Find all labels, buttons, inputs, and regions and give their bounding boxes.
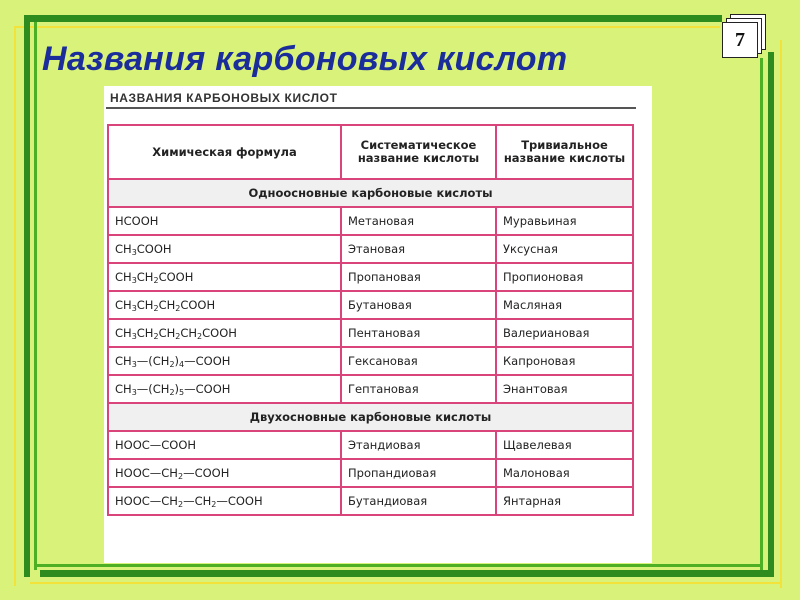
trivial-name-cell: Малоновая <box>496 459 633 487</box>
formula-cell: $CH_3CH_2COOH$ <box>108 263 341 291</box>
section-row <box>108 403 633 431</box>
section-row <box>108 179 633 207</box>
slide-title: Названия карбоновых кислот <box>42 40 568 78</box>
section-label: Одноосновные карбоновые кислоты <box>108 179 633 207</box>
page-number: 7 <box>722 22 758 58</box>
frame-right-bar <box>768 52 774 577</box>
trivial-name-cell: Масляная <box>496 291 633 319</box>
formula-cell: HCOOH <box>108 207 341 235</box>
formula-cell: $HOOC—CH_2—COOH$ <box>108 459 341 487</box>
table-row <box>108 459 633 487</box>
systematic-name-cell: Пропандиовая <box>341 459 496 487</box>
formula-cell: $CH_3CH_2CH_2COOH$ <box>108 291 341 319</box>
table-body <box>108 179 633 515</box>
formula-cell: $HOOC—CH_2—CH_2—COOH$ <box>108 487 341 515</box>
trivial-name-cell: Пропионовая <box>496 263 633 291</box>
column-header-formula: Химическая формула <box>108 125 341 179</box>
table-row <box>108 375 633 403</box>
trivial-name-cell: Муравьиная <box>496 207 633 235</box>
systematic-name-cell: Бутандиовая <box>341 487 496 515</box>
table-row <box>108 291 633 319</box>
systematic-name-cell: Метановая <box>341 207 496 235</box>
trivial-name-cell: Щавелевая <box>496 431 633 459</box>
trivial-name-cell: Валериановая <box>496 319 633 347</box>
column-header-trivial: Тривиальное название кислоты <box>496 125 633 179</box>
page-number-badge <box>722 14 768 60</box>
frame-right-bar-inner <box>760 58 763 570</box>
trivial-name-cell: Янтарная <box>496 487 633 515</box>
table-row <box>108 207 633 235</box>
formula-cell: $CH_3COOH$ <box>108 235 341 263</box>
frame-left-bar <box>24 15 30 577</box>
frame-bottom-bar <box>40 570 774 577</box>
systematic-name-cell: Бутановая <box>341 291 496 319</box>
systematic-name-cell: Пентановая <box>341 319 496 347</box>
trivial-name-cell: Энантовая <box>496 375 633 403</box>
frame-right-line <box>780 40 782 588</box>
table-row <box>108 431 633 459</box>
trivial-name-cell: Уксусная <box>496 235 633 263</box>
formula-cell: $CH_3—(CH_2)_5—COOH$ <box>108 375 341 403</box>
heading-rule <box>106 107 636 109</box>
systematic-name-cell: Этановая <box>341 235 496 263</box>
scanned-table-image <box>104 86 652 563</box>
formula-cell: $CH_3CH_2CH_2CH_2COOH$ <box>108 319 341 347</box>
column-header-systematic: Систематическое название кислоты <box>341 125 496 179</box>
trivial-name-cell: Капроновая <box>496 347 633 375</box>
frame-bottom-line <box>30 582 782 584</box>
document-heading: НАЗВАНИЯ КАРБОНОВЫХ КИСЛОТ <box>110 91 338 105</box>
frame-top-line <box>14 26 720 28</box>
table-row <box>108 347 633 375</box>
systematic-name-cell: Этандиовая <box>341 431 496 459</box>
frame-bottom-bar-inner <box>36 564 762 567</box>
systematic-name-cell: Гептановая <box>341 375 496 403</box>
frame-left-bar-inner <box>34 22 37 570</box>
section-label: Двухосновные карбоновые кислоты <box>108 403 633 431</box>
systematic-name-cell: Гексановая <box>341 347 496 375</box>
table-row <box>108 319 633 347</box>
frame-left-line <box>14 26 16 586</box>
formula-cell: HOOC—COOH <box>108 431 341 459</box>
formula-cell: $CH_3—(CH_2)_4—COOH$ <box>108 347 341 375</box>
acids-table <box>107 124 634 516</box>
table-row <box>108 487 633 515</box>
table-header-row <box>108 125 633 179</box>
systematic-name-cell: Пропановая <box>341 263 496 291</box>
table-row <box>108 263 633 291</box>
frame-top-bar <box>24 15 722 22</box>
table-row <box>108 235 633 263</box>
